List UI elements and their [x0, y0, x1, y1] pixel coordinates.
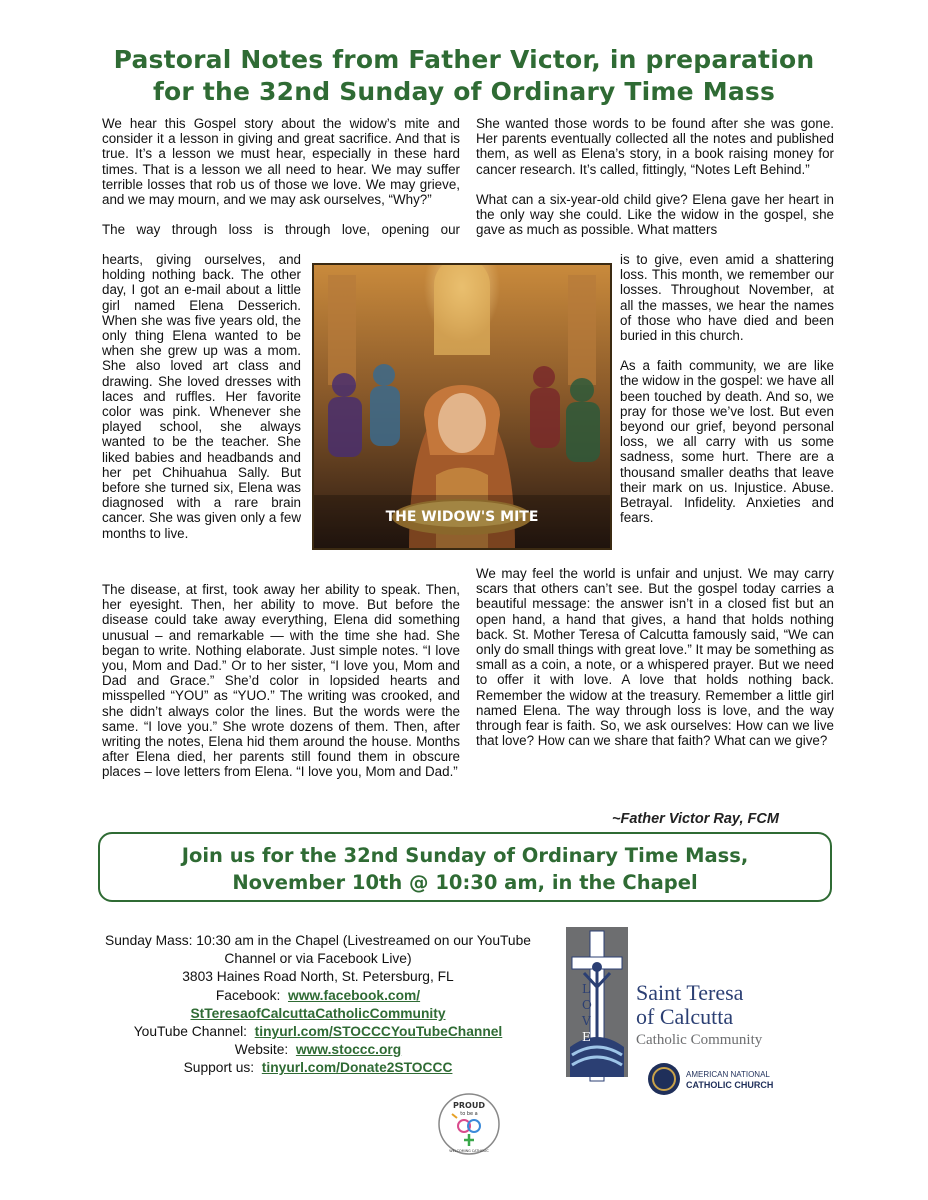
love-letter-l: L — [582, 982, 590, 996]
article-left-top — [102, 116, 460, 237]
badge-top-text: PROUD — [453, 1101, 485, 1110]
article-right-top — [476, 116, 834, 237]
website-link[interactable]: www.stoccc.org — [295, 1042, 402, 1058]
title-line-2: for the 32nd Sunday of Ordinary Time Mass — [152, 77, 776, 106]
website-label: Website: — [234, 1042, 289, 1058]
youtube-label: YouTube Channel: — [133, 1024, 247, 1040]
paragraph-2-wrap: hearts, giving ourselves, and holding nothing back. The other day, I got an e-mail about a little girl named Elena Desserich. When she was five years old, the only thing Elena wanted to be when she grew up was a mom. She also loved art class and drawing. She loved dresses with laces and ruffles. Her favorite color was pink. Whenever she played school, she always wanted to be the teacher. She liked babies and headbands and her pet Chihuahua Sally. But before she turned six, Elena was diagnosed with a rare brain cancer. She was given only a few months to live. — [102, 252, 301, 541]
mass-info: Sunday Mass: 10:30 am in the Chapel (Livestreamed on our YouTube Channel or via Facebook Live) — [105, 933, 531, 967]
banner-line-2: November 10th @ 10:30 am, in the Chapel — [232, 871, 698, 894]
facebook-link[interactable]: www.facebook.com/ — [287, 987, 421, 1003]
contact-info — [98, 932, 538, 1078]
badge-bottom-text: WELCOMING CATHOLIC — [449, 1149, 489, 1153]
logo-name-line-2: of Calcutta — [636, 1004, 734, 1029]
paragraph-5-lead: What can a six-year-old child give? Elena gave her heart in the only way she could. Like the widow in the gospel, she gave as much as possible. What matters — [476, 191, 834, 238]
parish-logo-art — [566, 927, 798, 1107]
badge-art — [437, 1092, 501, 1156]
paragraph-5-wrap: is to give, even amid a shattering loss. This month, we remember our losses. Throughout November, at all the masses, we hear the names of those who have died and been buried in this church. — [620, 252, 834, 344]
mass-announcement-banner — [98, 832, 832, 902]
love-letter-e: E — [582, 1030, 591, 1044]
address: 3803 Haines Road North, St. Petersburg, FL — [182, 969, 454, 985]
paragraph-3: The disease, at first, took away her ability to speak. Then, her eyesight. Then, her ability to move. But before the disease could take away everything, Elena did something unusual – and remarkable — with the time she had. She began to write. Nothing elaborate. Just simple notes. “I love you, Mom and Dad.” Or to her sister, “I love you, Mom and Dad and Grace.” She’d color in lopsided hearts and misspelled “YOU” as “YUO.” The writing was crooked, and she didn’t always color the lines. But the words were the same. “I love you.” She wrote dozens of them. Then, after writing the notes, Elena hid them around the house. Months after Elena died, her parents still found them in obscure places – love letters from Elena. “I love you, Mom and Dad.” — [102, 582, 460, 780]
widows-mite-illustration — [312, 263, 612, 550]
banner-line-1: Join us for the 32nd Sunday of Ordinary Time Mass, — [181, 844, 749, 867]
affiliation-line-1: AMERICAN NATIONAL — [686, 1070, 770, 1079]
page-title — [0, 44, 928, 108]
article-right-wrap — [620, 252, 834, 540]
facebook-label: Facebook: — [215, 987, 281, 1003]
paragraph-7: We may feel the world is unfair and unjust. We may carry scars that others can’t see. But the gospel today carries a beautiful message: the answer isn’t in a closed fist but an open hand, a hand that gives, a hand that holds nothing back. St. Mother Teresa of Calcutta famously said, “We can only do small things with great love.” It may be something as small as a coin, a note, or a whispered prayer. But we need to offer it with love. A love that holds nothing back. Remember the widow at the treasury. Remember a little girl named Elena. The way through loss is love, and the way through fear is faith. So, we ask ourselves: How can we live that love? How can we share that faith? What can we give? — [476, 566, 834, 749]
love-letter-o: O — [582, 998, 592, 1012]
logo-name-line-1: Saint Teresa — [636, 980, 744, 1005]
illustration-art — [314, 265, 610, 548]
badge-sub-text: to be a — [460, 1111, 478, 1117]
support-label: Support us: — [183, 1060, 255, 1076]
youtube-link[interactable]: tinyurl.com/STOCCCYouTubeChannel — [254, 1024, 503, 1040]
paragraph-4: She wanted those words to be found after she was gone. Her parents eventually collected all the notes and published them, as well as Elena’s story, in a book raising money for cancer research. It’s called, fittingly, “Notes Left Behind.” — [476, 116, 834, 177]
logo-name-line-3: Catholic Community — [636, 1032, 763, 1048]
love-letter-v: V — [582, 1014, 591, 1028]
title-line-1: Pastoral Notes from Father Victor, in preparation — [113, 45, 815, 74]
paragraph-2-lead: The way through loss is through love, opening our — [102, 222, 460, 238]
facebook-link-continued[interactable]: StTeresaofCalcuttaCatholicCommunity — [190, 1005, 446, 1021]
welcoming-catholic-badge — [437, 1092, 501, 1156]
illustration-caption: THE WIDOW'S MITE — [385, 509, 539, 525]
paragraph-6: As a faith community, we are like the widow in the gospel: we have all been touched by death. And so, we pray for those we’ve lost. But even beyond our grief, beyond personal loss, we all carry with us some sadness, some hurt. There are a thousand smaller deaths that leave their mark on us. Injustice. Abuse. Betrayal. Infidelity. Anxieties and fears. — [620, 358, 834, 526]
parish-logo — [566, 927, 798, 1107]
paragraph-1: We hear this Gospel story about the widow’s mite and consider it a lesson in giving and great sacrifice. And that is true. It’s a lesson we must hear, especially in these hard times. That is a lesson we all need to hear. We may suffer terrible losses that rob us of those we love. We may grieve, and we may mourn, and we may ask ourselves, “Why?” — [102, 116, 460, 208]
support-link[interactable]: tinyurl.com/Donate2STOCCC — [261, 1060, 453, 1076]
signature: ~Father Victor Ray, FCM — [612, 811, 779, 827]
affiliation-line-2: CATHOLIC CHURCH — [686, 1080, 774, 1090]
